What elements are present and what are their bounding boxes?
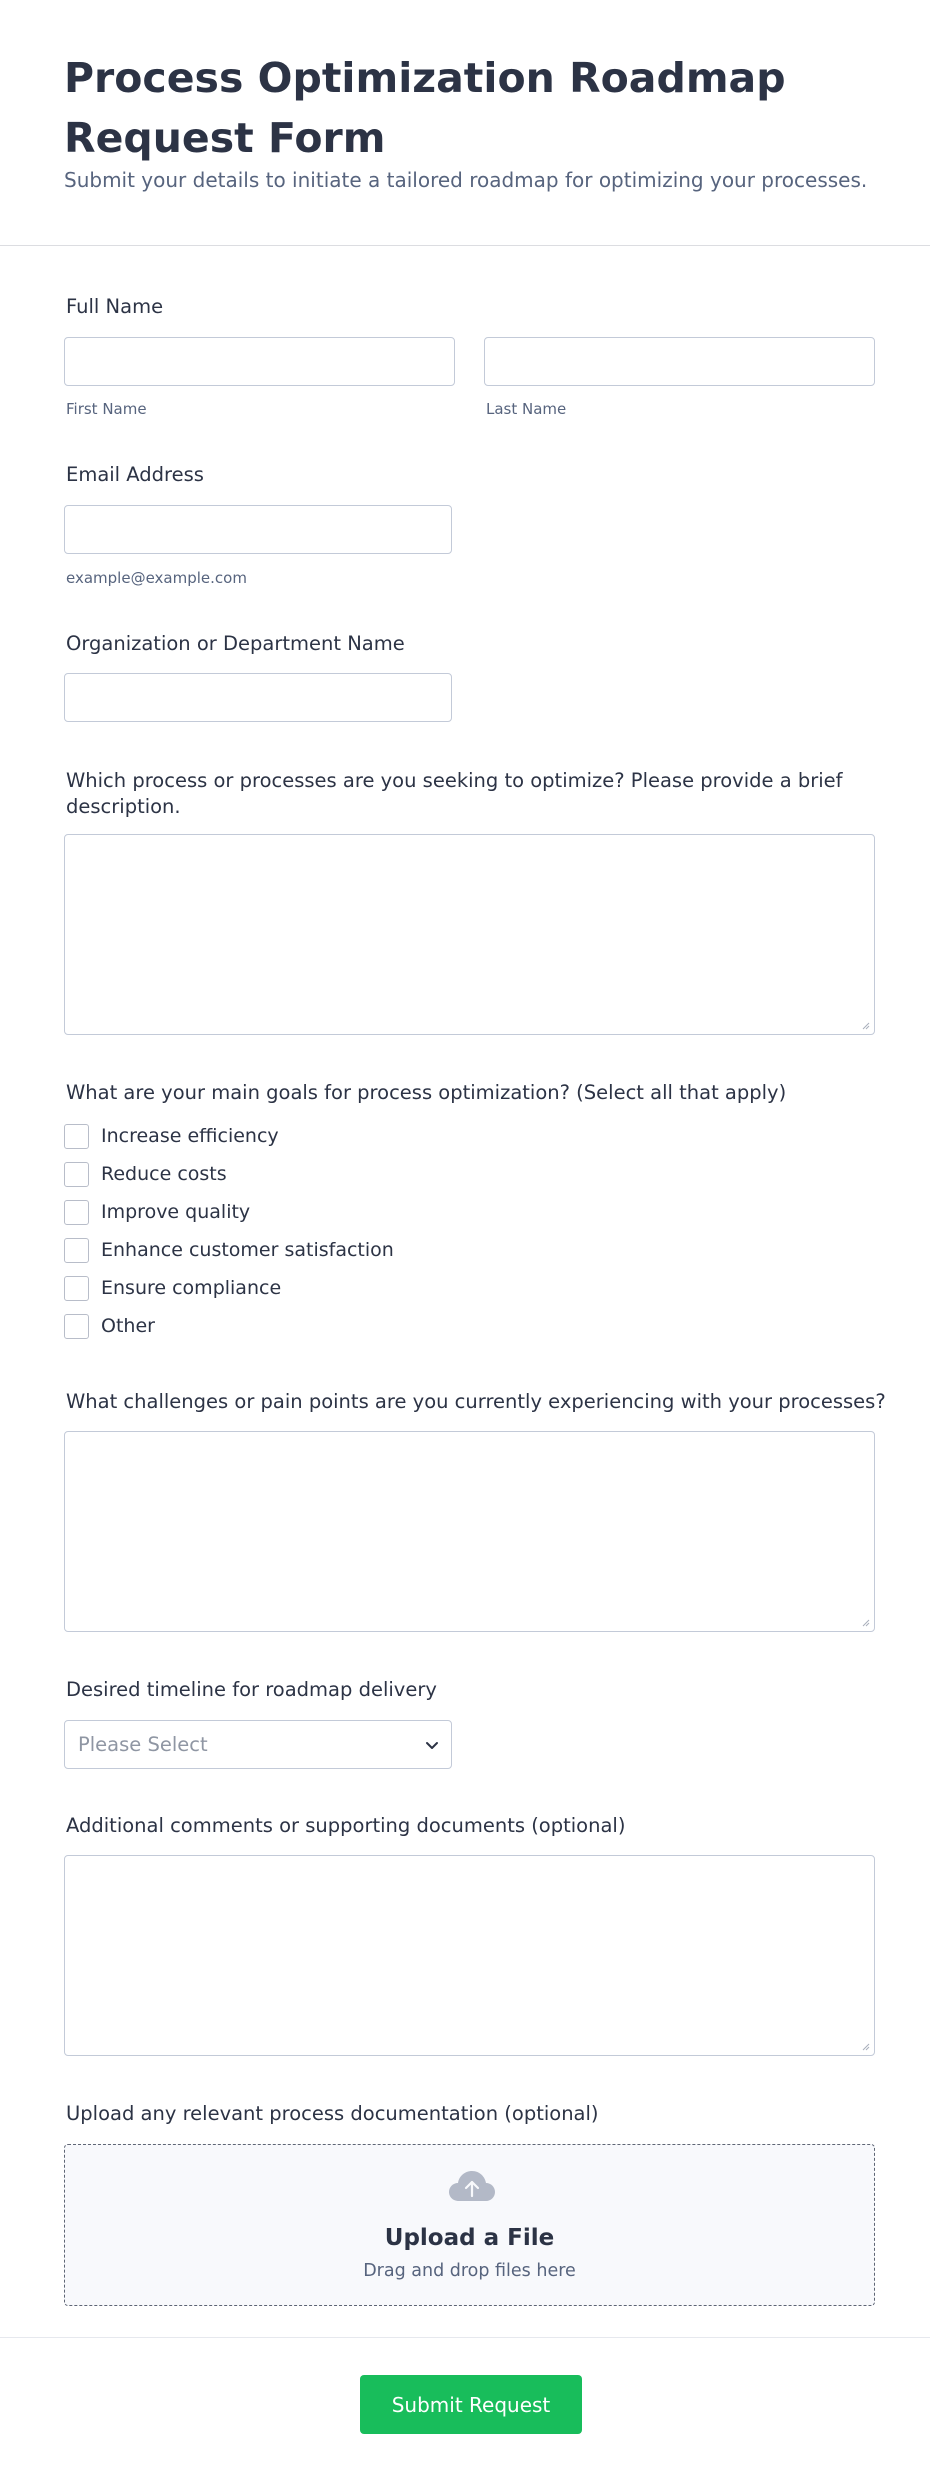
- comments-textarea[interactable]: [64, 1855, 875, 2056]
- last-name-sublabel: Last Name: [486, 400, 567, 418]
- last-name-input[interactable]: [484, 337, 875, 386]
- goal-option-label: Reduce costs: [101, 1163, 227, 1185]
- goal-option-ensure-compliance[interactable]: [64, 1275, 281, 1301]
- submit-button[interactable]: Submit Request: [360, 2375, 582, 2434]
- email-label: Email Address: [66, 463, 204, 486]
- checkbox[interactable]: [64, 1124, 89, 1149]
- goal-option-customer-satisfaction[interactable]: [64, 1237, 394, 1263]
- timeline-label: Desired timeline for roadmap delivery: [66, 1678, 437, 1701]
- timeline-placeholder: Please Select: [78, 1733, 208, 1756]
- goals-label: What are your main goals for process optimization? (Select all that apply): [66, 1081, 787, 1104]
- resize-grip-icon[interactable]: [861, 1021, 870, 1030]
- upload-title: Upload a File: [384, 2225, 555, 2251]
- email-input[interactable]: [64, 505, 452, 554]
- upload-hint: Drag and drop files here: [363, 2261, 576, 2281]
- goal-option-reduce-costs[interactable]: [64, 1161, 227, 1187]
- checkbox[interactable]: [64, 1276, 89, 1301]
- email-sublabel: example@example.com: [66, 569, 247, 587]
- goal-option-other[interactable]: [64, 1313, 155, 1339]
- resize-grip-icon[interactable]: [861, 2042, 870, 2051]
- form-subtitle: Submit your details to initiate a tailored roadmap for optimizing your processes.: [64, 168, 868, 192]
- checkbox[interactable]: [64, 1162, 89, 1187]
- processes-label: Which process or processes are you seeking to optimize? Please provide a brief description.: [66, 769, 843, 818]
- checkbox[interactable]: [64, 1314, 89, 1339]
- goal-option-label: Ensure compliance: [101, 1277, 282, 1299]
- full-name-label: Full Name: [66, 295, 164, 318]
- form-header: [0, 0, 930, 246]
- file-upload-dropzone[interactable]: [64, 2144, 875, 2306]
- challenges-textarea[interactable]: [64, 1431, 875, 1632]
- timeline-select[interactable]: [64, 1720, 452, 1769]
- first-name-input[interactable]: [64, 337, 455, 386]
- first-name-sublabel: First Name: [66, 400, 147, 418]
- checkbox[interactable]: [64, 1238, 89, 1263]
- processes-textarea[interactable]: [64, 834, 875, 1035]
- form-title: Process Optimization Roadmap Request Form: [64, 54, 786, 162]
- comments-label: Additional comments or supporting documents (optional): [66, 1814, 626, 1837]
- challenges-label: What challenges or pain points are you currently experiencing with your processes?: [66, 1390, 886, 1413]
- chevron-down-icon: [425, 1738, 439, 1752]
- organization-label: Organization or Department Name: [66, 632, 405, 655]
- goal-option-label: Increase efficiency: [101, 1125, 279, 1147]
- upload-label: Upload any relevant process documentation (optional): [66, 2102, 599, 2125]
- checkbox[interactable]: [64, 1200, 89, 1225]
- footer-divider: [0, 2337, 930, 2338]
- resize-grip-icon[interactable]: [861, 1618, 870, 1627]
- goal-option-improve-quality[interactable]: [64, 1199, 250, 1225]
- goal-option-increase-efficiency[interactable]: [64, 1123, 279, 1149]
- organization-input[interactable]: [64, 673, 452, 722]
- goal-option-label: Other: [101, 1315, 155, 1337]
- goal-option-label: Improve quality: [101, 1201, 251, 1223]
- cloud-upload-icon: [447, 2167, 497, 2207]
- goal-option-label: Enhance customer satisfaction: [101, 1239, 394, 1261]
